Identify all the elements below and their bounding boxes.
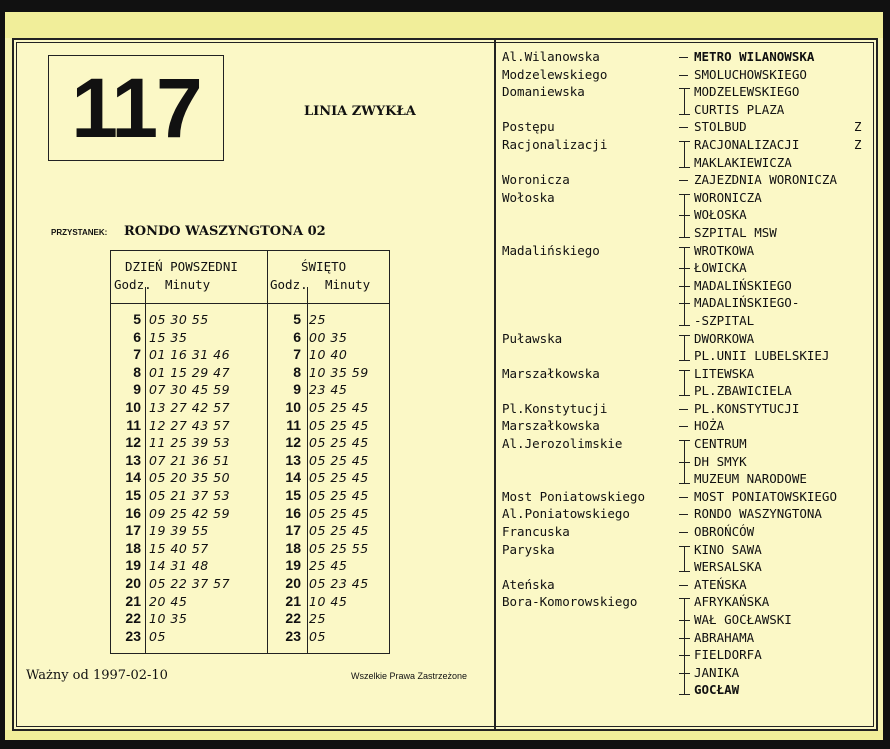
table-row bbox=[111, 346, 389, 364]
stop-tick bbox=[679, 167, 690, 168]
route-stop-row bbox=[502, 242, 872, 260]
table-row bbox=[111, 452, 389, 470]
route-stop-row bbox=[502, 541, 872, 559]
table-row bbox=[111, 522, 389, 540]
weekday-hours-header: Godz. bbox=[114, 277, 152, 292]
route-stop-row bbox=[502, 611, 872, 629]
route-stop-row bbox=[502, 382, 872, 400]
weekday-minutes: 07 30 45 59 bbox=[149, 382, 231, 398]
route-group bbox=[502, 330, 872, 365]
weekday-hour: 14 bbox=[125, 469, 141, 486]
stop-name: MADALIŃSKIEGO- bbox=[694, 295, 800, 311]
holiday-minutes: 00 35 bbox=[309, 329, 348, 345]
stop-group-bracket bbox=[684, 88, 685, 114]
stop-name: SZPITAL MSW bbox=[694, 224, 777, 240]
weekday-minutes: 05 22 37 57 bbox=[149, 575, 231, 591]
holiday-minutes-header: Minuty bbox=[325, 277, 371, 292]
street-name: Al.Poniatowskiego bbox=[502, 506, 630, 522]
table-row bbox=[111, 540, 389, 558]
street-name: Bora-Komorowskiego bbox=[502, 594, 638, 610]
weekday-hour: 23 bbox=[125, 627, 141, 644]
route-stop-row bbox=[502, 224, 872, 242]
street-name: Most Poniatowskiego bbox=[502, 488, 645, 504]
route-stop-row bbox=[502, 189, 872, 207]
weekday-hour: 21 bbox=[125, 592, 141, 609]
holiday-header: ŚWIĘTO bbox=[301, 259, 347, 274]
stop-name: CENTRUM bbox=[694, 436, 747, 452]
stop-name: STOLBUD bbox=[694, 119, 747, 135]
stop-tick bbox=[679, 694, 690, 695]
holiday-minutes: 05 25 45 bbox=[309, 435, 369, 451]
single-stop-dash bbox=[679, 57, 688, 58]
route-stop-row bbox=[502, 681, 872, 699]
route-stop-row bbox=[502, 206, 872, 224]
stop-tick bbox=[679, 237, 690, 238]
stop-name: MOST PONIATOWSKIEGO bbox=[694, 488, 837, 504]
stop-name: ZAJEZDNIA WORONICZA bbox=[694, 172, 837, 188]
stop-name: RONDO WASZYNGTONA 02 bbox=[124, 224, 326, 239]
route-group bbox=[502, 118, 872, 136]
weekday-minutes: 07 21 36 51 bbox=[149, 452, 231, 468]
single-stop-dash bbox=[679, 180, 688, 181]
stop-tick bbox=[679, 360, 690, 361]
stop-name: ATEŃSKA bbox=[694, 576, 747, 592]
stop-name: SMOLUCHOWSKIEGO bbox=[694, 66, 807, 82]
weekday-minutes: 15 35 bbox=[149, 329, 188, 345]
route-stop-row bbox=[502, 66, 872, 84]
stop-tick bbox=[679, 114, 690, 115]
weekday-minutes: 14 31 48 bbox=[149, 558, 209, 574]
street-name: Woronicza bbox=[502, 172, 570, 188]
route-group bbox=[502, 523, 872, 541]
weekday-hour: 18 bbox=[125, 539, 141, 556]
route-stop-row bbox=[502, 523, 872, 541]
route-group bbox=[502, 171, 872, 189]
holiday-minutes: 05 25 45 bbox=[309, 399, 369, 415]
holiday-minutes: 25 45 bbox=[309, 558, 348, 574]
holiday-hour: 19 bbox=[285, 557, 301, 574]
route-stop-row bbox=[502, 365, 872, 383]
route-stop-row bbox=[502, 259, 872, 277]
stop-name: WOŁOSKA bbox=[694, 207, 747, 223]
route-stop-row bbox=[502, 347, 872, 365]
street-name: Modzelewskiego bbox=[502, 66, 608, 82]
departure-table bbox=[110, 250, 390, 654]
route-group bbox=[502, 576, 872, 594]
stop-name: RONDO WASZYNGTONA bbox=[694, 506, 822, 522]
weekday-hour: 7 bbox=[133, 346, 141, 363]
weekday-minutes: 10 35 bbox=[149, 611, 188, 627]
weekday-minutes: 12 27 43 57 bbox=[149, 417, 231, 433]
route-stop-row bbox=[502, 48, 872, 66]
rights-notice: Wszelkie Prawa Zastrzeżone bbox=[351, 671, 468, 681]
weekday-hour: 11 bbox=[126, 416, 141, 433]
route-group bbox=[502, 488, 872, 506]
route-group bbox=[502, 48, 872, 66]
street-name: Wołoska bbox=[502, 189, 555, 205]
line-type: LINIA ZWYKŁA bbox=[304, 104, 416, 119]
weekday-hour: 8 bbox=[133, 363, 141, 380]
stop-group-bracket bbox=[684, 141, 685, 167]
route-stop-row bbox=[502, 400, 872, 418]
stop-group-bracket bbox=[684, 546, 685, 572]
holiday-hour: 13 bbox=[285, 451, 301, 468]
holiday-minutes: 10 40 bbox=[309, 347, 348, 363]
holiday-minutes: 10 45 bbox=[309, 593, 348, 609]
stop-name: PL.ZBAWICIELA bbox=[694, 383, 792, 399]
stop-mark: Z bbox=[854, 136, 862, 152]
weekday-minutes: 05 30 55 bbox=[149, 312, 209, 327]
single-stop-dash bbox=[679, 409, 688, 410]
holiday-hour: 5 bbox=[293, 311, 301, 327]
route-stop-row bbox=[502, 312, 872, 330]
weekday-minutes: 13 27 42 57 bbox=[149, 399, 231, 415]
weekday-minutes: 11 25 39 53 bbox=[149, 435, 231, 451]
holiday-hour: 18 bbox=[285, 539, 301, 556]
stop-name: DWORKOWA bbox=[694, 330, 755, 346]
weekday-minutes: 05 bbox=[149, 628, 166, 644]
single-stop-dash bbox=[679, 514, 688, 515]
table-row bbox=[111, 487, 389, 505]
holiday-minutes: 05 25 45 bbox=[309, 417, 369, 433]
route-stop-row bbox=[502, 505, 872, 523]
valid-from: Ważny od 1997-02-10 bbox=[26, 668, 168, 683]
street-name: Francuska bbox=[502, 524, 570, 540]
stop-name: PL.UNII LUBELSKIEJ bbox=[694, 348, 830, 364]
holiday-hour: 14 bbox=[285, 469, 301, 486]
stop-name: PL.KONSTYTUCJI bbox=[694, 400, 800, 416]
single-stop-dash bbox=[679, 75, 688, 76]
route-group bbox=[502, 505, 872, 523]
weekday-hour: 6 bbox=[133, 328, 141, 345]
holiday-minutes: 05 23 45 bbox=[309, 575, 369, 591]
stop-name: LITEWSKA bbox=[694, 365, 755, 381]
table-row bbox=[111, 557, 389, 575]
holiday-hour: 16 bbox=[285, 504, 301, 521]
stop-name: MADALIŃSKIEGO bbox=[694, 277, 792, 293]
route-group bbox=[502, 593, 872, 699]
route-group bbox=[502, 189, 872, 242]
holiday-minutes: 25 bbox=[309, 312, 326, 327]
route-group bbox=[502, 136, 872, 171]
timetable-frame bbox=[12, 38, 878, 731]
holiday-minutes: 05 bbox=[309, 628, 326, 644]
route-stop-row bbox=[502, 453, 872, 471]
weekday-hour: 5 bbox=[133, 311, 141, 327]
weekday-hour: 10 bbox=[125, 398, 141, 415]
route-stop-row bbox=[502, 646, 872, 664]
route-stop-row bbox=[502, 277, 872, 295]
weekday-minutes: 20 45 bbox=[149, 593, 188, 609]
top-laminate-strip bbox=[5, 12, 883, 38]
route-group bbox=[502, 417, 872, 435]
holiday-hour: 10 bbox=[285, 398, 301, 415]
holiday-hour: 20 bbox=[285, 574, 301, 591]
holiday-hour: 12 bbox=[285, 434, 301, 451]
route-stop-row bbox=[502, 664, 872, 682]
street-name: Al.Jerozolimskie bbox=[502, 436, 623, 452]
stop-group-bracket bbox=[684, 335, 685, 361]
stop-group-bracket bbox=[684, 370, 685, 396]
stop-name: METRO WILANOWSKA bbox=[694, 49, 815, 64]
route-group bbox=[502, 541, 872, 576]
weekday-hour: 9 bbox=[133, 381, 141, 398]
table-row bbox=[111, 434, 389, 452]
holiday-minutes: 05 25 45 bbox=[309, 452, 369, 468]
stop-name: CURTIS PLAZA bbox=[694, 101, 785, 117]
street-name: Racjonalizacji bbox=[502, 136, 608, 152]
weekday-hour: 13 bbox=[125, 451, 141, 468]
weekday-hour: 16 bbox=[125, 504, 141, 521]
holiday-hour: 8 bbox=[293, 363, 301, 380]
street-name: Madalińskiego bbox=[502, 242, 600, 258]
street-name: Pl.Konstytucji bbox=[502, 400, 608, 416]
holiday-minutes: 10 35 59 bbox=[309, 364, 369, 380]
weekday-hour: 22 bbox=[125, 610, 141, 627]
route-group bbox=[502, 435, 872, 488]
weekday-hour: 19 bbox=[125, 557, 141, 574]
stop-name: WAŁ GOCŁAWSKI bbox=[694, 612, 792, 627]
stop-tick bbox=[679, 483, 690, 484]
table-row bbox=[111, 593, 389, 611]
stop-group-bracket bbox=[684, 598, 685, 694]
route-stop-row bbox=[502, 435, 872, 453]
street-name: Puławska bbox=[502, 330, 563, 346]
street-name: Marszałkowska bbox=[502, 418, 600, 434]
route-stop-row bbox=[502, 101, 872, 119]
stop-mark: Z bbox=[854, 119, 862, 135]
bottom-laminate-strip bbox=[5, 730, 883, 740]
holiday-minutes: 05 25 45 bbox=[309, 470, 369, 486]
single-stop-dash bbox=[679, 127, 688, 128]
stop-name: FIELDORFA bbox=[694, 647, 762, 663]
holiday-hour: 7 bbox=[293, 346, 301, 363]
holiday-hour: 17 bbox=[285, 522, 301, 539]
stop-name: ŁOWICKA bbox=[694, 260, 747, 276]
table-row bbox=[111, 311, 389, 329]
stop-name: HOŻA bbox=[694, 418, 725, 434]
weekday-minutes-header: Minuty bbox=[165, 277, 211, 292]
weekday-minutes: 05 20 35 50 bbox=[149, 470, 231, 486]
route-group bbox=[502, 242, 872, 330]
route-stop-row bbox=[502, 294, 872, 312]
weekday-minutes: 15 40 57 bbox=[149, 540, 209, 556]
header-rule bbox=[111, 303, 389, 304]
street-name: Paryska bbox=[502, 541, 555, 557]
weekday-minutes: 01 15 29 47 bbox=[149, 364, 231, 380]
route-stop-row bbox=[502, 83, 872, 101]
route-stop-row bbox=[502, 118, 872, 136]
stop-name: AFRYKAŃSKA bbox=[694, 594, 770, 610]
table-row bbox=[111, 381, 389, 399]
street-name: Al.Wilanowska bbox=[502, 49, 600, 64]
weekday-hour: 17 bbox=[125, 522, 141, 539]
stop-name: DH SMYK bbox=[694, 453, 747, 469]
route-stop-row bbox=[502, 470, 872, 488]
table-row bbox=[111, 399, 389, 417]
stop-name: JANIKA bbox=[694, 664, 740, 680]
weekday-minutes: 09 25 42 59 bbox=[149, 505, 231, 521]
street-name: Ateńska bbox=[502, 576, 555, 592]
holiday-hours-header: Godz. bbox=[270, 277, 308, 292]
holiday-hour: 6 bbox=[293, 328, 301, 345]
route-stop-row bbox=[502, 417, 872, 435]
stop-group-bracket bbox=[684, 440, 685, 483]
single-stop-dash bbox=[679, 585, 688, 586]
stop-name: WERSALSKA bbox=[694, 559, 762, 575]
weekday-minutes: 05 21 37 53 bbox=[149, 487, 231, 503]
route-group bbox=[502, 365, 872, 400]
holiday-minutes: 23 45 bbox=[309, 382, 348, 398]
holiday-hour: 22 bbox=[285, 610, 301, 627]
weekday-hour: 12 bbox=[125, 434, 141, 451]
stop-name: GOCŁAW bbox=[694, 682, 740, 698]
table-row bbox=[111, 417, 389, 435]
route-list bbox=[502, 48, 872, 699]
holiday-minutes: 05 25 55 bbox=[309, 540, 369, 556]
route-stop-row bbox=[502, 629, 872, 647]
route-stop-row bbox=[502, 136, 872, 154]
timetable-sheet bbox=[5, 12, 883, 740]
single-stop-dash bbox=[679, 532, 688, 533]
table-row bbox=[111, 610, 389, 628]
stop-name: MODZELEWSKIEGO bbox=[694, 84, 800, 100]
route-stop-row bbox=[502, 171, 872, 189]
table-row bbox=[111, 364, 389, 382]
table-row bbox=[111, 469, 389, 487]
holiday-minutes: 25 bbox=[309, 611, 326, 627]
single-stop-dash bbox=[679, 497, 688, 498]
route-stop-row bbox=[502, 576, 872, 594]
stop-name: WORONICZA bbox=[694, 189, 762, 205]
table-row bbox=[111, 329, 389, 347]
stop-group-bracket bbox=[684, 194, 685, 237]
route-stop-row bbox=[502, 330, 872, 348]
route-stop-row bbox=[502, 593, 872, 611]
stop-name: OBROŃCÓW bbox=[694, 524, 755, 540]
holiday-hour: 15 bbox=[285, 486, 301, 503]
stop-label: PRZYSTANEK: bbox=[51, 228, 108, 237]
stop-name: -SZPITAL bbox=[694, 312, 755, 328]
weekday-minutes: 19 39 55 bbox=[149, 523, 209, 539]
route-stop-row bbox=[502, 558, 872, 576]
holiday-minutes: 05 25 45 bbox=[309, 487, 369, 503]
stop-tick bbox=[679, 395, 690, 396]
street-name: Domaniewska bbox=[502, 84, 585, 100]
street-name: Postępu bbox=[502, 119, 555, 135]
stop-name: KINO SAWA bbox=[694, 541, 762, 557]
stop-name: RACJONALIZACJI bbox=[694, 136, 800, 152]
stop-tick bbox=[679, 325, 690, 326]
table-row bbox=[111, 505, 389, 523]
column-divider bbox=[494, 40, 496, 729]
route-stop-row bbox=[502, 154, 872, 172]
route-stop-row bbox=[502, 488, 872, 506]
single-stop-dash bbox=[679, 426, 688, 427]
stop-name: ABRAHAMA bbox=[694, 629, 755, 645]
holiday-hour: 9 bbox=[293, 381, 301, 398]
departure-rows bbox=[111, 311, 389, 645]
weekday-header: DZIEŃ POWSZEDNI bbox=[125, 259, 238, 274]
table-row bbox=[111, 575, 389, 593]
weekday-hour: 20 bbox=[125, 574, 141, 591]
route-group bbox=[502, 66, 872, 84]
route-group bbox=[502, 400, 872, 418]
stop-tick bbox=[679, 571, 690, 572]
weekday-hour: 15 bbox=[125, 486, 141, 503]
stop-name: MUZEUM NARODOWE bbox=[694, 471, 807, 487]
holiday-hour: 11 bbox=[286, 416, 301, 433]
holiday-hour: 21 bbox=[285, 592, 301, 609]
route-group bbox=[502, 83, 872, 118]
holiday-minutes: 05 25 45 bbox=[309, 523, 369, 539]
table-row bbox=[111, 628, 389, 646]
weekday-minutes: 01 16 31 46 bbox=[149, 347, 231, 363]
stop-name: MAKLAKIEWICZA bbox=[694, 154, 792, 170]
holiday-hour: 23 bbox=[285, 627, 301, 644]
line-number: 117 bbox=[48, 55, 224, 161]
street-name: Marszałkowska bbox=[502, 365, 600, 381]
stop-group-bracket bbox=[684, 247, 685, 325]
holiday-minutes: 05 25 45 bbox=[309, 505, 369, 521]
stop-name: WROTKOWA bbox=[694, 242, 755, 258]
